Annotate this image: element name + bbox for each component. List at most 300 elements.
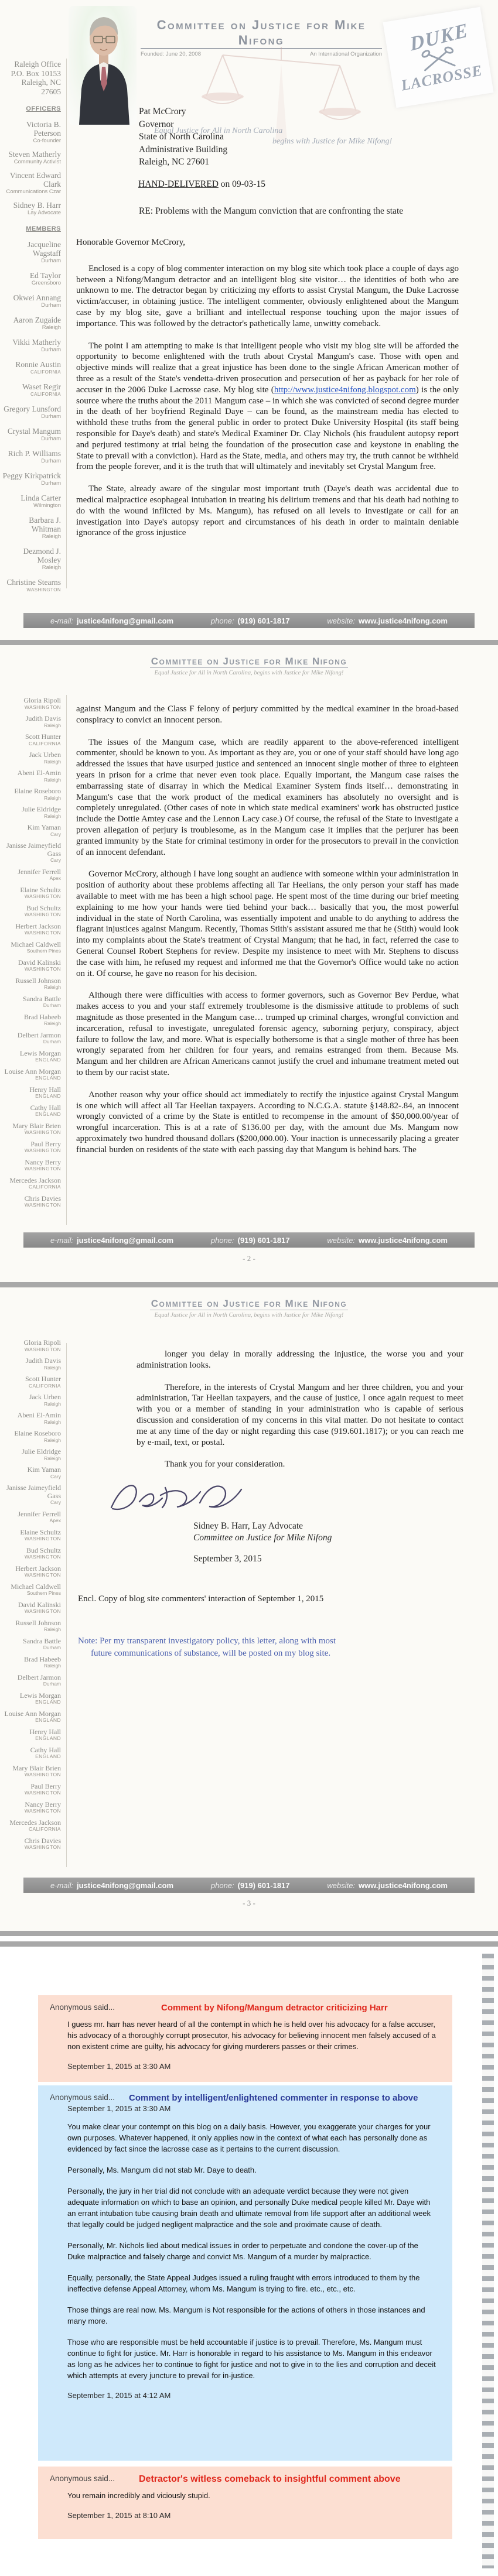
phone-label: phone: xyxy=(210,1235,234,1245)
member-city: Apex xyxy=(49,875,61,881)
member-entry xyxy=(0,1692,66,1705)
member-name: Jack Urben xyxy=(29,1393,61,1401)
member-name: Bud Schultz xyxy=(26,903,61,912)
member-entry xyxy=(0,787,66,801)
member-name: Cathy Hall xyxy=(30,1103,61,1112)
member-city: Raleigh xyxy=(42,564,61,571)
member-entry xyxy=(0,751,66,765)
member-city: ENGLAND xyxy=(35,1717,61,1723)
member-city: CALIFORNIA xyxy=(28,1184,61,1190)
email-label: e-mail: xyxy=(50,1880,74,1890)
member-entry xyxy=(0,1710,66,1724)
letter-date: September 3, 2015 xyxy=(193,1554,262,1564)
blog-comments-enclosure xyxy=(0,1947,498,2576)
member-entry xyxy=(0,360,66,375)
member-name: Dezmond J. Mosley xyxy=(23,547,61,564)
officer-name: Vincent Edward Clark xyxy=(9,171,61,189)
page-3-header xyxy=(0,1298,498,1319)
member-city: Apex xyxy=(49,1517,61,1523)
member-entry xyxy=(0,240,66,264)
address-line: State of North Carolina xyxy=(139,132,224,142)
member-name: Herbert Jackson xyxy=(15,922,61,930)
member-entry xyxy=(0,824,66,837)
member-name: Janisse Jaimeyfield Gass xyxy=(6,841,61,858)
member-city: Raleigh xyxy=(44,1455,61,1461)
member-entry xyxy=(0,578,66,593)
hand-delivered-line xyxy=(138,179,265,190)
member-entry xyxy=(0,806,66,819)
member-name: Sandra Battle xyxy=(23,1636,61,1645)
page-header-title: Committee on Justice for Mike Nifong xyxy=(151,1298,347,1309)
members-list xyxy=(0,240,66,593)
member-name: Peggy Kirkpatrick xyxy=(2,471,61,480)
scrollbar-stripe-pattern xyxy=(482,1954,494,2568)
member-city: Raleigh xyxy=(44,1663,61,1669)
founded-date: Founded: June 20, 2008 xyxy=(141,51,202,57)
member-city: WASHINGTON xyxy=(24,893,61,899)
member-city: Southern Pines xyxy=(26,1590,61,1596)
member-name: Russell Johnson xyxy=(15,1618,61,1627)
member-entry xyxy=(0,886,66,900)
page-number: - 2 - xyxy=(243,1254,255,1263)
member-name: Jacqueline Wagstaff xyxy=(28,240,61,258)
member-city: Durham xyxy=(41,347,61,353)
member-entry xyxy=(0,1765,66,1778)
member-entry xyxy=(0,427,66,442)
member-entry xyxy=(0,842,66,864)
member-name: Louise Ann Morgan xyxy=(4,1709,61,1718)
member-name: Judith Davis xyxy=(25,1356,61,1365)
member-city: Durham xyxy=(43,1681,61,1687)
email-value: justice4nifong@gmail.com xyxy=(77,1235,174,1245)
member-entry xyxy=(0,1430,66,1443)
comment-paragraph: Personally, the jury in her trial did not conclude with an adequate verdict because they were not given adequate information on which to base an opinion, and personally Duke medical people killed Mr. Daye with an errant intubation tube causing brain death and ultimate removal from life support after an additional week that legally could be judged negligent malpractice and the sole and proximate cause of death. xyxy=(67,2187,431,2229)
member-entry xyxy=(0,1086,66,1099)
comment-annotation: Detractor's witless comeback to insightful comment above xyxy=(139,2474,401,2484)
member-name: Louise Ann Morgan xyxy=(4,1067,61,1075)
member-city: Cary xyxy=(50,1499,61,1505)
member-entry xyxy=(0,1448,66,1461)
comment-paragraph: Equally, personally, the State Appeal Judges issued a ruling fraught with errors introduced to them by the ineffective defense Appeal Attorney, whom Ms. Mangum is trying to fire. etc., etc., etc. xyxy=(67,2273,420,2293)
blog-site-link[interactable]: http://www.justice4nifong.blogspot.com xyxy=(274,385,416,395)
member-name: Gloria Ripoli xyxy=(23,1338,61,1347)
portrait-illustration xyxy=(69,6,137,125)
member-name: Scott Hunter xyxy=(25,1375,61,1383)
member-city: WASHINGTON xyxy=(24,1129,61,1135)
comment-paragraph: Those who are responsible must be held accountable if justice is to prevail. Therefore, Ms. Mangum must continue to fight for justice. Mr. Harr is honorable in regard to his assistance to Ms. Mangum in this endeavor as long as he advices her to continue to fight for justice and not to give in to the lies and corruption and deceit which attempts at every juncture to prevail for in-justice. xyxy=(67,2338,436,2380)
member-city: Durham xyxy=(43,1039,61,1044)
member-city: WASHINGTON xyxy=(24,1844,61,1850)
letter-paragraph: The issues of the Mangum case, which are readily apparent to the above-referenced intelligent commenter, should be known to you. As important as they are, you or one of your staff should have long ago addressed the issues that have usurped justice and sentenced an innocent single mother of three to eighteen years in prison for a crime that never even took place. Equally important, the Mangum case raises the embarrassing state of disarray in which the Medical Examiner System finds itself… demonstrating in Mangum's case that the work product of the medical examiners has absolutely no oversight and is completely unregulated. (Other cases of note in which state medical examiners' work has obstructed justice include the Dottie Amtey case and the Lennon Lacy case.) Of course, the refusal of the State to investigate a proven allegation of perjury is troublesome, as in the Mangum case it implies that the perjurer has been granted immunity by the State for criminal testimony in order for the prosecutors to prevail in the conviction of an innocent defendant. xyxy=(76,737,459,857)
comment-paragraph: Personally, Ms. Mangum did not stab Mr. Daye to death. xyxy=(67,2166,257,2174)
member-name: Crystal Mangum xyxy=(7,427,61,436)
page-3-paragraphs xyxy=(137,1349,463,1470)
member-entry xyxy=(0,1837,66,1851)
member-name: Brad Habeeb xyxy=(24,1012,61,1021)
officers-heading: OFFICERS xyxy=(26,105,61,112)
letter-page-3 xyxy=(0,1287,498,1931)
sidebar-divider xyxy=(66,695,67,1225)
member-name: Scott Hunter xyxy=(25,732,61,741)
letter-paragraph: Therefore, in the interests of Crystal Mangum and her three children, you and your administration, Tar Heelian taxpayers, and the cause of justice, I once again request to meet with you or a member of standing in your administration who is capable of serious discussion and consideration of my concerns in this vital matter. Do not hesitate to contact me at any time of the day or night regarding this case (919.601.1817); or you can reach me by e-mail, text, or postal. xyxy=(137,1382,463,1447)
member-entry xyxy=(0,338,66,353)
member-city: WASHINGTON xyxy=(24,1147,61,1153)
page-header-tagline: Equal Justice for All in North Carolina, begins with Justice for Mike Nifong! xyxy=(154,1312,344,1318)
phone-label: phone: xyxy=(210,1880,234,1890)
comment-box-detractor xyxy=(38,1995,452,2082)
member-name: Paul Berry xyxy=(30,1782,61,1790)
member-entry xyxy=(0,1783,66,1796)
officer-role: Communications Czar xyxy=(6,189,61,195)
section-divider xyxy=(0,1931,498,1936)
member-city: Greensboro xyxy=(31,280,61,286)
member-entry xyxy=(0,1638,66,1651)
comment-annotation: Comment by Nifong/Mangum detractor criticizing Harr xyxy=(161,2003,388,2013)
members-sidebar xyxy=(0,645,66,1213)
address-line: Pat McCrory xyxy=(139,107,186,117)
comment-paragraph: I guess mr. harr has never heard of all the contempt in which he is held over his advocacy for a false accuser, his advocacy of a thoroughly corrupt prosecutor, his advocacy for believing innocent men falsely accused of a non existent crime are guilty, his advocacy for giving murderers passes or their crimes. xyxy=(67,2020,436,2051)
member-entry xyxy=(0,1656,66,1669)
comment-author: Anonymous said... xyxy=(50,2474,115,2483)
paragraph-text: ) is the only source where the truths about the 2011 Mangum case – in which she was convicted of second degree murder in the death of her boyfriend Reginald Daye – can be found, as the mainstream media has elected to withhold these truths from the general public in order to protect Duke University Hospital (its staff being responsible for Daye's death) and state's Medical Examiner Dr. Clay Nichols (his fraudulent autopsy report and perjured testimony at trial being the foundation of the prosecution case and keystone in enabling the State to prevail with a conviction). Hard as the State, media, and others may try, the truth cannot be withheld from the people forever, and it is the truth that will ultimately and inevitably set Crystal Mangum free. xyxy=(76,385,459,472)
letter-page-1 xyxy=(0,0,498,640)
member-city: ENGLAND xyxy=(35,1057,61,1063)
letterhead-title: Committee on Justice for Mike Nifong xyxy=(141,18,382,49)
page-2-paragraphs xyxy=(76,704,459,1155)
member-name: Nancy Berry xyxy=(25,1800,61,1808)
org-type: An International Organization xyxy=(309,51,382,57)
letter-paragraph: Another reason why your office should act immediately to rectify the injustice against Crystal Mangum is one which will affect all Tar Heelian taxpayers. According to N.C.G.A. statute §148.82-.84, an innocent wrongly convicted of a crime by the State is entitled to recompense in the amount of $50,000.00/year of wrongful incarceration. This is at a rate of $136.00 per day, with the amount due Ms. Mangum now approximately two hundred thousand dollars ($200,000.00). Your inaction is unnecessarily placing a greater financial burden on residents of the state with each passing day that Mangum is behind bars. The xyxy=(76,1090,459,1155)
member-name: Russell Johnson xyxy=(15,976,61,985)
member-entry xyxy=(0,1746,66,1760)
member-entry xyxy=(0,449,66,464)
member-city: ENGLAND xyxy=(35,1093,61,1099)
member-city: WASHINGTON xyxy=(24,1572,61,1578)
member-name: Ed Taylor xyxy=(29,271,61,280)
comment-timestamp: September 1, 2015 at 3:30 AM xyxy=(67,2104,171,2113)
member-name: Kim Yaman xyxy=(27,823,61,831)
member-city: Raleigh xyxy=(44,776,61,783)
comment-author: Anonymous said... xyxy=(50,2003,115,2012)
letterhead-sidebar xyxy=(0,0,66,600)
member-name: Bud Schultz xyxy=(26,1546,61,1554)
sidebar-divider xyxy=(66,59,67,588)
member-city: CALIFORNIA xyxy=(30,369,61,375)
member-city: Southern Pines xyxy=(26,948,61,954)
member-entry xyxy=(0,905,66,918)
page-header-tagline: Equal Justice for All in North Carolina, begins with Justice for Mike Nifong! xyxy=(154,670,344,676)
member-entry xyxy=(0,316,66,331)
member-name: Okwei Annang xyxy=(13,293,61,302)
phone-value: (919) 601-1817 xyxy=(237,1880,290,1890)
member-city: Durham xyxy=(43,1002,61,1008)
member-city: WASHINGTON xyxy=(24,1536,61,1542)
member-city: WASHINGTON xyxy=(24,966,61,972)
member-entry xyxy=(0,1104,66,1118)
member-entry xyxy=(0,697,66,710)
officer-entry xyxy=(0,171,66,195)
member-city: ENGLAND xyxy=(35,1735,61,1741)
member-entry xyxy=(0,1122,66,1136)
member-city: Durham xyxy=(43,1645,61,1650)
member-name: Herbert Jackson xyxy=(15,1564,61,1573)
office-address xyxy=(0,60,66,96)
member-entry xyxy=(0,977,66,991)
member-name: Chris Davies xyxy=(24,1836,61,1845)
letter-paragraph: Governor McCrory, although I have long sought an audience with someone within your administration in position of authority about these problems affecting all Tar Heelians, the only person your staff has made available to meet with me has been a high school page. He spent most of the time during our brief meeting explaining to me how your hands were tied behind your back… basically that you, the most powerful individual in the state of North Carolina, was essentially impotent and unable to do anything to address the flagrant injustices against Mangum. Recently, Thomas Stith's assistant assured me that he (Stith) would look into my complaints about the State's treatment of Crystal Mangum; that he had, in fact, referred the case to General Counsel Robert Stephens for review. Despite my insistence to meet with Mr. Stephens to discuss the case with him, he refused my request and informed me that the Governor's Office would take no action on it. Of course, he gave no reason for his decision. xyxy=(76,869,459,978)
member-city: WASHINGTON xyxy=(24,1790,61,1796)
member-city: WASHINGTON xyxy=(24,1166,61,1171)
member-entry xyxy=(0,405,66,420)
member-name: Abeni El-Amin xyxy=(17,1411,61,1419)
comment-box-enlightened-commenter xyxy=(38,2085,452,2461)
comment-timestamp: September 1, 2015 at 4:12 AM xyxy=(67,2391,171,2400)
address-line: P.O. Box 10153 xyxy=(11,68,61,78)
member-name: Aaron Zugaide xyxy=(13,316,61,324)
letter-paragraph: Enclosed is a copy of blog commenter interaction on my blog site which took place a couple of days ago between a Nifong/Mangum detractor and an intelligent blog site visitor… the identities of both who are unknown to me. The detractor began by criticizing my efforts to assist Crystal Mangum, the Duke Lacrosse victim/accuser, in obtaining justice. The intelligent commenter, obviously enlightened about the Mangum case by my blog site, gave a brilliant and intellectual response touching upon the major issues of importance. This was followed by the detractor's pathetically lame, unwitty comeback. xyxy=(76,263,459,328)
handwritten-signature xyxy=(104,1474,248,1520)
officer-entry xyxy=(0,120,66,144)
officer-role: Lay Advocate xyxy=(27,210,61,216)
signer-name: Sidney B. Harr, Lay Advocate xyxy=(193,1521,303,1531)
comment-paragraph: Those things are real now. Ms. Mangum is Not responsible for the actions of others in those instances and many more. xyxy=(67,2306,425,2325)
officers-list xyxy=(0,120,66,216)
address-line: Raleigh, NC 27601 xyxy=(139,157,210,167)
member-entry xyxy=(0,941,66,954)
member-entry xyxy=(0,1140,66,1154)
letter-body-page-2 xyxy=(76,704,459,1166)
letter-paragraph: Although there were difficulties with access to former governors, such as Governor Bev Perdue, what makes access to you and your staff extremely troublesome is the dismissive attitude to problems of such magnitude as those presented in the Mangum case… trumped up criminal charges, wrongful conviction and incarceration, refusal to investigate, unregulated forensic agency, suborning perjury, conspiracy, abject failure to follow the law, and more. What is especially bothersome is that a single mother of three has been wrongly separated from her children for four years, and remains estranged from them. Because Ms. Mangum and her children are African Americans cannot justify the cruel and inhumane treatment meted out to them by our racist state. xyxy=(76,991,459,1077)
comment-header xyxy=(50,2003,443,2017)
member-entry xyxy=(0,382,66,398)
member-entry xyxy=(0,1601,66,1615)
member-entry xyxy=(0,1565,66,1578)
member-city: WASHINGTON xyxy=(24,1608,61,1614)
contact-bar xyxy=(23,613,475,628)
member-name: Abeni El-Amin xyxy=(17,769,61,777)
member-entry xyxy=(0,1159,66,1172)
comment-author: Anonymous said... xyxy=(50,2093,115,2102)
member-entry xyxy=(0,1547,66,1560)
member-entry xyxy=(0,715,66,728)
member-city: WASHINGTON xyxy=(24,1202,61,1208)
member-entry xyxy=(0,1177,66,1190)
member-city: WASHINGTON xyxy=(24,930,61,936)
member-entry xyxy=(0,995,66,1009)
member-name: Henry Hall xyxy=(29,1727,61,1736)
member-name: Waset Regir xyxy=(22,382,61,391)
website-label: website: xyxy=(327,616,356,625)
comment-paragraph: Personally, Mr. Nichols lied about medical issues in order to perpetuate and condone the cover-up of the Duke malpractice and falsely charge and convict Ms. Mangum of a murder by malpractice. xyxy=(67,2241,418,2261)
phone-label: phone: xyxy=(210,616,234,625)
member-entry xyxy=(0,1013,66,1027)
member-entry xyxy=(0,293,66,309)
letter-paragraph xyxy=(76,341,459,473)
address-line: Raleigh Office xyxy=(14,60,61,68)
enclosure-line: Encl. Copy of blog site commenters' interaction of September 1, 2015 xyxy=(78,1594,324,1604)
address-line: Governor xyxy=(139,119,174,129)
section-divider xyxy=(0,1941,498,1947)
comment-timestamp: September 1, 2015 at 3:30 AM xyxy=(67,2062,171,2071)
member-city: Raleigh xyxy=(44,794,61,801)
hand-delivered-label: HAND-DELIVERED xyxy=(138,179,219,189)
paragraph-text: The point I am attempting to make is that intelligent people who visit my blog site will be afforded the opportunity to become enlightened with the truth about Crystal Mangum's case. Those with open and objective minds will realize that a great injustice has been done to the single African American mother of three as a result of the State's vendetta-driven prosecution and persecution of her as payback for her role of accuser in the 2006 Duke Lacrosse case. My blog site ( xyxy=(76,341,459,395)
member-city: Raleigh xyxy=(44,1419,61,1425)
member-name: Gloria Ripoli xyxy=(23,696,61,704)
member-name: Nancy Berry xyxy=(25,1157,61,1166)
member-city: Wilmington xyxy=(33,502,61,509)
website-value: www.justice4nifong.com xyxy=(359,616,448,625)
letter-paragraph: longer you delay in morally addressing the injustice, the worse you and your administration looks. xyxy=(137,1349,463,1370)
comment-text xyxy=(67,2121,437,2381)
signer-organization: Committee on Justice for Mike Nifong xyxy=(193,1533,332,1543)
address-line: Administrative Building xyxy=(139,144,228,155)
member-entry xyxy=(0,1375,66,1389)
letter-body-page-1 xyxy=(76,237,459,550)
member-name: Mercedes Jackson xyxy=(9,1176,61,1184)
member-name: Kim Yaman xyxy=(27,1465,61,1474)
member-city: Raleigh xyxy=(44,1626,61,1632)
member-entry xyxy=(0,1529,66,1542)
member-entry xyxy=(0,1484,66,1506)
member-name: Vikki Matherly xyxy=(12,338,61,347)
member-city: Durham xyxy=(41,258,61,264)
member-name: Michael Caldwell xyxy=(11,940,61,948)
member-city: ENGLAND xyxy=(35,1753,61,1759)
page-1-paragraphs xyxy=(76,263,459,539)
member-city: Raleigh xyxy=(44,1437,61,1443)
officer-role: Community Activist xyxy=(13,159,61,165)
officer-entry xyxy=(0,150,66,165)
address-line: 27605 xyxy=(41,87,61,96)
comment-paragraph: You make clear your contempt on this blog on a daily basis. However, you exaggerate your charges for your own purposes. Whatever happened, it only applies now in the context of what each has personally done as evidenced by fact since the lacrosse case as it pertains to the current discussion. xyxy=(67,2122,431,2153)
member-entry xyxy=(0,516,66,540)
member-entry xyxy=(0,271,66,286)
member-entry xyxy=(0,1195,66,1208)
member-entry xyxy=(0,1728,66,1742)
member-name: Lewis Morgan xyxy=(19,1691,61,1700)
website-value: www.justice4nifong.com xyxy=(359,1880,448,1890)
member-name: Jennifer Ferrell xyxy=(18,867,61,876)
member-city: Raleigh xyxy=(42,324,61,331)
member-city: Raleigh xyxy=(44,722,61,728)
member-name: Ronnie Austin xyxy=(15,360,61,369)
member-city: Durham xyxy=(41,458,61,464)
comment-timestamp: September 1, 2015 at 8:10 AM xyxy=(67,2511,171,2520)
member-city: CALIFORNIA xyxy=(28,1382,61,1389)
page-2-header xyxy=(0,656,498,677)
members-sidebar xyxy=(0,1287,66,1855)
transparency-note: Note: Per my transparent investigatory policy, this letter, along with most future communications of substance, will be posted on my blog site. xyxy=(78,1636,336,1658)
member-name: Lewis Morgan xyxy=(19,1049,61,1057)
member-city: Raleigh xyxy=(44,984,61,990)
email-label: e-mail: xyxy=(50,616,74,625)
salutation: Honorable Governor McCrory, xyxy=(76,238,186,247)
address-line: Raleigh, NC xyxy=(21,78,61,87)
lacrosse-logo-text: LACROSSE xyxy=(399,61,484,94)
letter-paragraph: The State, already aware of the singular most important truth (Daye's death was accidental due to medical malpractice esophageal intubation in treating his delirium tremens and that his death had nothing to do with the wound inflicted by Ms. Mangum), has refused on all levels to investigate or call for an investigation into Daye's autopsy report and circumstances of his death in order to maintain deniable ignorance of the gross injustice xyxy=(76,484,459,538)
comment-text xyxy=(67,2490,437,2501)
member-city: ENGLAND xyxy=(35,1699,61,1705)
member-entry xyxy=(0,868,66,882)
member-name: Elaine Schultz xyxy=(20,885,61,894)
comment-box-detractor-comeback xyxy=(38,2467,452,2539)
member-city: WASHINGTON xyxy=(24,704,61,710)
member-entry xyxy=(0,1801,66,1814)
member-city: WASHINGTON xyxy=(24,912,61,917)
re-subject-line: RE: Problems with the Mangum conviction that are confronting the state xyxy=(139,206,404,216)
member-entry xyxy=(0,471,66,487)
tagline-line-1: Equal Justice for All in North Carolina xyxy=(154,126,283,135)
member-entry xyxy=(0,1339,66,1352)
member-entry xyxy=(0,769,66,783)
member-name: Michael Caldwell xyxy=(11,1582,61,1591)
member-city: Raleigh xyxy=(44,1020,61,1026)
member-name: Julie Eldridge xyxy=(22,805,61,813)
phone-value: (919) 601-1817 xyxy=(237,616,290,625)
member-entry xyxy=(0,959,66,972)
member-entry xyxy=(0,1510,66,1524)
hand-delivered-date: on 09-03-15 xyxy=(218,179,265,189)
member-name: Julie Eldridge xyxy=(22,1447,61,1455)
member-name: Delbert Jarmon xyxy=(17,1673,61,1681)
member-city: WASHINGTON xyxy=(26,587,61,592)
member-name: Jennifer Ferrell xyxy=(18,1509,61,1518)
member-city: ENGLAND xyxy=(35,1075,61,1081)
phone-value: (919) 601-1817 xyxy=(237,1235,290,1245)
page-number: - 3 - xyxy=(243,1899,255,1907)
email-value: justice4nifong@gmail.com xyxy=(77,1880,174,1890)
member-entry xyxy=(0,1050,66,1063)
member-entry xyxy=(0,923,66,936)
member-city: Cary xyxy=(50,1473,61,1479)
nifong-portrait-photo xyxy=(69,6,137,125)
signature-block xyxy=(193,1520,332,1565)
letter-paragraph: against Mangum and the Class F felony of perjury committed by the medical examiner in the broad-based conspiracy to convict an innocent person. xyxy=(76,704,459,725)
member-entry xyxy=(0,1032,66,1045)
member-city: Durham xyxy=(41,302,61,309)
officer-role: Co-founder xyxy=(33,138,61,144)
member-entry xyxy=(0,1393,66,1407)
member-entry xyxy=(0,547,66,571)
member-name: Jack Urben xyxy=(29,751,61,759)
sidebar-divider xyxy=(66,1343,67,1867)
member-name: Barbara J. Whitman xyxy=(29,516,61,533)
member-entry xyxy=(0,1819,66,1832)
tagline-line-2: begins with Justice for Mike Nifong! xyxy=(272,137,393,146)
member-entry xyxy=(0,1466,66,1479)
member-name: David Kalinski xyxy=(18,1600,61,1609)
comment-text xyxy=(67,2019,437,2052)
member-name: Mercedes Jackson xyxy=(9,1818,61,1827)
member-name: Delbert Jarmon xyxy=(17,1030,61,1039)
comment-annotation: Comment by intelligent/enlightened commenter in response to above xyxy=(129,2093,418,2103)
member-name: Henry Hall xyxy=(29,1085,61,1094)
member-name: Janisse Jaimeyfield Gass xyxy=(6,1484,61,1500)
member-entry xyxy=(0,1068,66,1081)
page-divider xyxy=(0,640,498,645)
member-entry xyxy=(0,1412,66,1425)
member-city: Durham xyxy=(41,413,61,420)
member-city: Raleigh xyxy=(44,1364,61,1371)
member-entry xyxy=(0,494,66,509)
members-heading: MEMBERS xyxy=(26,225,61,232)
member-city: ENGLAND xyxy=(35,1111,61,1117)
member-city: CALIFORNIA xyxy=(28,1826,61,1832)
officer-name: Victoria B. Peterson xyxy=(26,120,61,138)
website-label: website: xyxy=(327,1235,356,1245)
letter-paragraph: Thank you for your consideration. xyxy=(165,1460,285,1469)
